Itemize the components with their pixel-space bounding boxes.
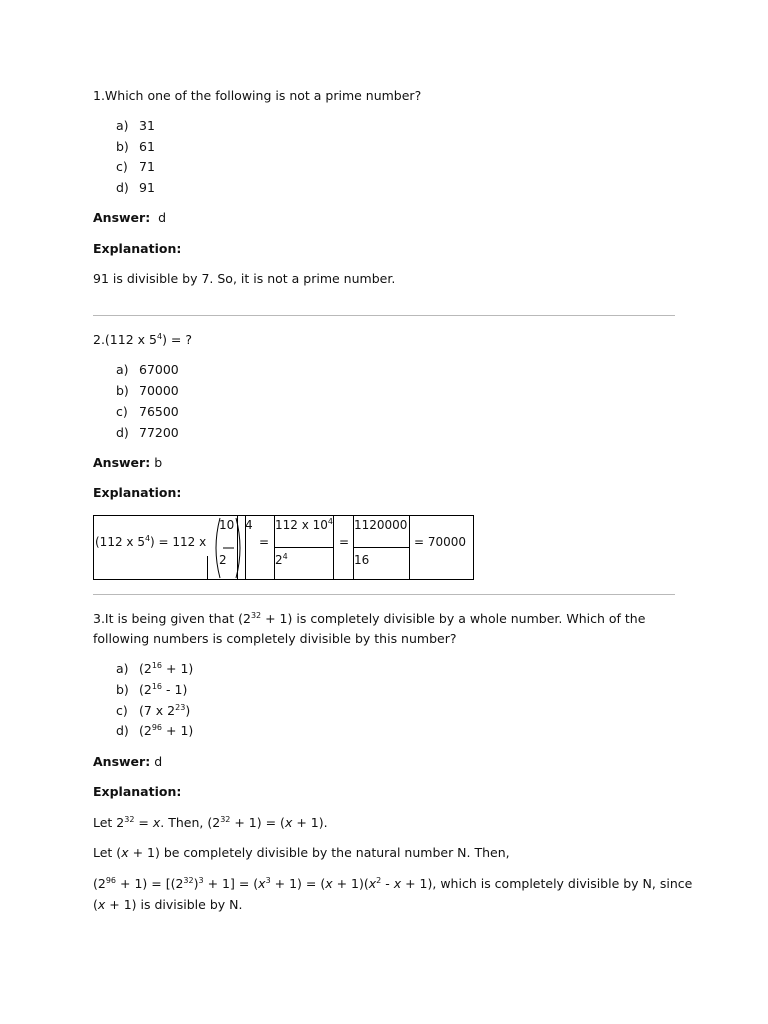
explanation-table bbox=[93, 515, 474, 580]
frac1-power: 4 bbox=[245, 518, 253, 532]
answer-line bbox=[93, 455, 162, 471]
answer-line bbox=[93, 210, 166, 226]
text-part: + 1] = ( bbox=[203, 876, 259, 891]
frac2-den-exponent: 4 bbox=[282, 552, 288, 561]
q3-text-part: 3.It is being given that (2 bbox=[93, 611, 251, 626]
text-part: Let 2 bbox=[93, 815, 125, 830]
option-pre: (7 x 2 bbox=[139, 703, 176, 718]
option-post: + 1) bbox=[162, 723, 194, 738]
exponent: 2 bbox=[376, 876, 382, 885]
table-divider bbox=[207, 556, 208, 580]
text-part: . Then, (2 bbox=[160, 815, 221, 830]
lhs-prefix: (112 x 5 bbox=[95, 535, 145, 549]
answer-line bbox=[93, 754, 162, 770]
variable-x: x bbox=[368, 876, 377, 891]
q3-exponent: 32 bbox=[250, 611, 262, 620]
explanation-label: Explanation: bbox=[93, 784, 182, 799]
exponent: 32 bbox=[183, 876, 194, 885]
frac1-denominator: 2 bbox=[219, 553, 227, 567]
question-3-line-2: following numbers is completely divisible by this number? bbox=[93, 631, 457, 646]
frac2-num-base: 112 x 10 bbox=[275, 518, 328, 532]
option-letter: b) bbox=[116, 682, 129, 697]
option-text bbox=[139, 723, 193, 739]
variable-x: x bbox=[284, 815, 293, 830]
variable-x: x bbox=[152, 815, 161, 830]
exponent: 32 bbox=[124, 815, 135, 824]
frac2-den-base: 2 bbox=[275, 553, 283, 567]
option-text: 67000 bbox=[139, 362, 179, 377]
text-part: + 1). bbox=[292, 815, 328, 830]
option-letter: a) bbox=[116, 118, 129, 133]
option-text bbox=[139, 703, 190, 719]
text-part: = bbox=[134, 815, 153, 830]
answer-label: Answer: bbox=[93, 210, 151, 225]
explanation-line-3 bbox=[93, 876, 692, 892]
question-1-text: 1.Which one of the following is not a prime number? bbox=[93, 88, 422, 103]
lhs-exponent: 4 bbox=[144, 534, 151, 543]
explanation-text: 91 is divisible by 7. So, it is not a prime number. bbox=[93, 271, 396, 286]
text-part: - bbox=[381, 876, 394, 891]
option-letter: d) bbox=[116, 425, 129, 440]
text-part: + 1) = [(2 bbox=[116, 876, 184, 891]
option-letter: c) bbox=[116, 404, 128, 419]
frac2-num-exponent: 4 bbox=[327, 517, 333, 526]
option-text: 31 bbox=[139, 118, 155, 133]
lhs-suffix: ) = 112 x bbox=[150, 535, 207, 549]
text-part: + 1) be completely divisible by the natural number N. Then, bbox=[128, 845, 510, 860]
text-part: ( bbox=[93, 897, 98, 912]
option-text bbox=[139, 661, 193, 677]
option-letter: d) bbox=[116, 180, 129, 195]
option-text: 71 bbox=[139, 159, 155, 174]
option-exponent: 16 bbox=[151, 682, 163, 691]
explanation-line-2 bbox=[93, 845, 510, 861]
question-2-text bbox=[93, 332, 192, 348]
frac2-numerator bbox=[275, 518, 333, 532]
explanation-label: Explanation: bbox=[93, 241, 182, 256]
table-divider bbox=[409, 516, 410, 580]
option-text: 76500 bbox=[139, 404, 179, 419]
question-2-prefix: 2.(112 x 5 bbox=[93, 332, 157, 347]
option-post: + 1) bbox=[162, 661, 194, 676]
frac1-numerator: 10 bbox=[219, 518, 235, 532]
question-2-suffix: ) = ? bbox=[162, 332, 192, 347]
text-part: ) bbox=[193, 876, 199, 891]
text-part: + 1) is divisible by N. bbox=[105, 897, 243, 912]
exponent: 32 bbox=[220, 815, 231, 824]
option-text: 77200 bbox=[139, 425, 179, 440]
answer-value: d bbox=[154, 754, 163, 769]
fraction-bar bbox=[274, 547, 333, 548]
right-parenthesis bbox=[236, 518, 240, 578]
option-letter: a) bbox=[116, 362, 129, 377]
divider bbox=[93, 315, 675, 316]
frac3-denominator: 16 bbox=[354, 553, 370, 567]
variable-x: x bbox=[97, 897, 106, 912]
explanation-line-1 bbox=[93, 815, 328, 831]
option-exponent: 96 bbox=[151, 723, 163, 732]
text-part: + 1) = ( bbox=[270, 876, 326, 891]
option-letter: c) bbox=[116, 703, 128, 718]
equals-1: = bbox=[259, 535, 270, 549]
fraction-bar bbox=[353, 547, 409, 548]
question-2-exponent: 4 bbox=[156, 332, 163, 341]
frac2-denominator bbox=[275, 553, 288, 567]
text-part: + 1)( bbox=[332, 876, 369, 891]
option-pre: (2 bbox=[139, 682, 152, 697]
option-pre: (2 bbox=[139, 661, 152, 676]
question-3-line-1 bbox=[93, 611, 645, 627]
variable-x: x bbox=[121, 845, 129, 860]
option-text: 91 bbox=[139, 180, 155, 195]
option-letter: b) bbox=[116, 139, 129, 154]
option-post: - 1) bbox=[162, 682, 188, 697]
option-post: ) bbox=[185, 703, 191, 718]
option-letter: b) bbox=[116, 383, 129, 398]
text-part: + 1) = ( bbox=[230, 815, 285, 830]
variable-x: x bbox=[325, 876, 333, 891]
option-pre: (2 bbox=[139, 723, 152, 738]
option-text: 70000 bbox=[139, 383, 179, 398]
frac3-numerator: 1120000 bbox=[354, 518, 408, 532]
answer-label: Answer: bbox=[93, 754, 151, 769]
variable-x: x bbox=[393, 876, 402, 891]
answer-value: d bbox=[158, 210, 167, 225]
explanation-line-4 bbox=[93, 897, 242, 913]
option-letter: a) bbox=[116, 661, 129, 676]
exponent: 3 bbox=[265, 876, 271, 885]
option-text: 61 bbox=[139, 139, 155, 154]
equals-2: = bbox=[339, 535, 350, 549]
exponent: 96 bbox=[105, 876, 117, 885]
q3-text-part: + 1) is completely divisible by a whole number. Which of the bbox=[261, 611, 646, 626]
option-letter: d) bbox=[116, 723, 129, 738]
explanation-label: Explanation: bbox=[93, 485, 182, 500]
text-part: (2 bbox=[93, 876, 106, 891]
table-lhs bbox=[95, 535, 206, 549]
answer-label: Answer: bbox=[93, 455, 151, 470]
option-text bbox=[139, 682, 187, 698]
text-part: + 1), which is completely divisible by N, since bbox=[401, 876, 693, 891]
option-exponent: 23 bbox=[175, 703, 186, 712]
table-result: = 70000 bbox=[414, 535, 467, 549]
variable-x: x bbox=[258, 876, 266, 891]
text-part: Let ( bbox=[93, 845, 122, 860]
divider bbox=[93, 594, 675, 595]
answer-value: b bbox=[154, 455, 163, 470]
table-divider bbox=[333, 516, 334, 580]
option-letter: c) bbox=[116, 159, 128, 174]
option-exponent: 16 bbox=[151, 661, 163, 670]
exponent: 3 bbox=[198, 876, 204, 885]
